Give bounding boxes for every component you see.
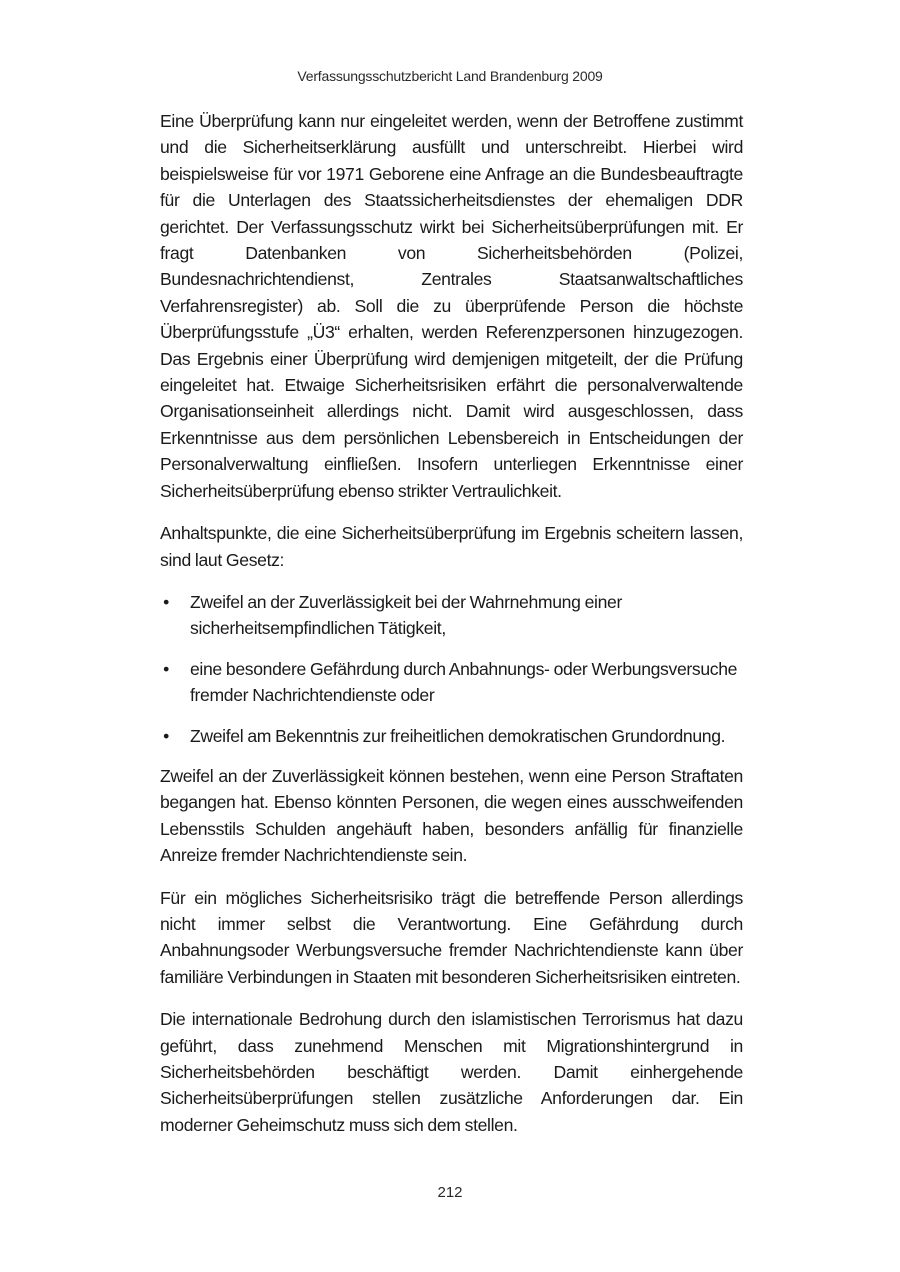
bullet-icon: • xyxy=(163,725,169,746)
paragraph-terrorism-threat: Die internationale Bedrohung durch den islamistischen Terrorismus hat dazu geführt, dass zunehmend Menschen mit Migrationshintergrund in Sicherheitsbehörden beschäftigt werden. Damit einhergehende Sicherheitsüberprüfungen stellen zusätzliche Anforderungen dar. Ein moderner Geheimschutz muss sich dem stellen. xyxy=(160,1009,743,1135)
list-item xyxy=(160,656,743,709)
paragraph-verification-procedure: Eine Überprüfung kann nur eingeleitet werden, wenn der Betroffene zustimmt und die Sicherheitserklärung ausfüllt und unterschreibt. Hierbei wird beispielsweise für vor 1971 Geborene eine Anfrage an die Bundesbeauftragte für die Unterlagen des Staatssicherheitsdienstes der ehemaligen DDR gerichtet. Der Verfassungsschutz wirkt bei Sicherheitsüberprüfungen mit. Er fragt Datenbanken von Sicherheitsbehörden (Polizei, Bundesnachrichtendienst, Zentrales Staatsanwaltschaftliches Verfahrensregister) ab. Soll die zu überprüfende Person die höchste Überprüfungsstufe „Ü3“ erhalten, werden Referenzpersonen hinzugezogen. Das Ergebnis einer Überprüfung wird demjenigen mitgeteilt, der die Prüfung eingeleitet hat. Etwaige Sicherheitsrisiken erfährt die personalverwaltende Organisationseinheit allerdings nicht. Damit wird ausgeschlossen, dass Erkenntnisse aus dem persönlichen Lebensbereich in Entscheidungen der Personalverwaltung einfließen. Insofern unterliegen Erkenntnisse einer Sicherheitsüberprüfung ebenso strikter Vertraulichkeit. xyxy=(160,111,743,501)
list-item xyxy=(160,589,743,642)
grounds-list xyxy=(160,589,743,749)
paragraph-reliability-doubts: Zweifel an der Zuverlässigkeit können bestehen, wenn eine Person Straftaten begangen hat. Ebenso könnten Personen, die wegen eines ausschweifenden Lebensstils Schulden angehäuft haben, besonders anfällig für finanzielle Anreize fremder Nachrichtendienste sein. xyxy=(160,765,743,866)
list-item-text: Zweifel am Bekenntnis zur freiheitlichen demokratischen Grundordnung. xyxy=(190,725,726,746)
bullet-icon: • xyxy=(163,591,169,612)
paragraph-grounds-intro: Anhaltspunkte, die eine Sicherheitsüberprüfung im Ergebnis scheitern lassen, sind laut Gesetz: xyxy=(160,523,743,570)
page-number: 212 xyxy=(437,1184,463,1201)
list-item xyxy=(160,723,743,749)
body-text xyxy=(160,108,743,1154)
bullet-icon: • xyxy=(163,658,169,679)
list-item-text: Zweifel an der Zuverlässigkeit bei der Wahrnehmung einer sicherheitsempfindlichen Tätigkeit, xyxy=(190,591,622,639)
running-header: Verfassungsschutzbericht Land Brandenburg 2009 xyxy=(297,68,603,84)
list-item-text: eine besondere Gefährdung durch Anbahnungs- oder Werbungsversuche fremder Nachrichtendienste oder xyxy=(190,658,738,706)
paragraph-responsibility: Für ein mögliches Sicherheitsrisiko trägt die betreffende Person allerdings nicht immer selbst die Verantwortung. Eine Gefährdung durch Anbahnungsoder Werbungsversuche fremder Nachrichtendienste kann über familiäre Verbindungen in Staaten mit besonderen Sicherheitsrisiken eintreten. xyxy=(160,887,743,987)
